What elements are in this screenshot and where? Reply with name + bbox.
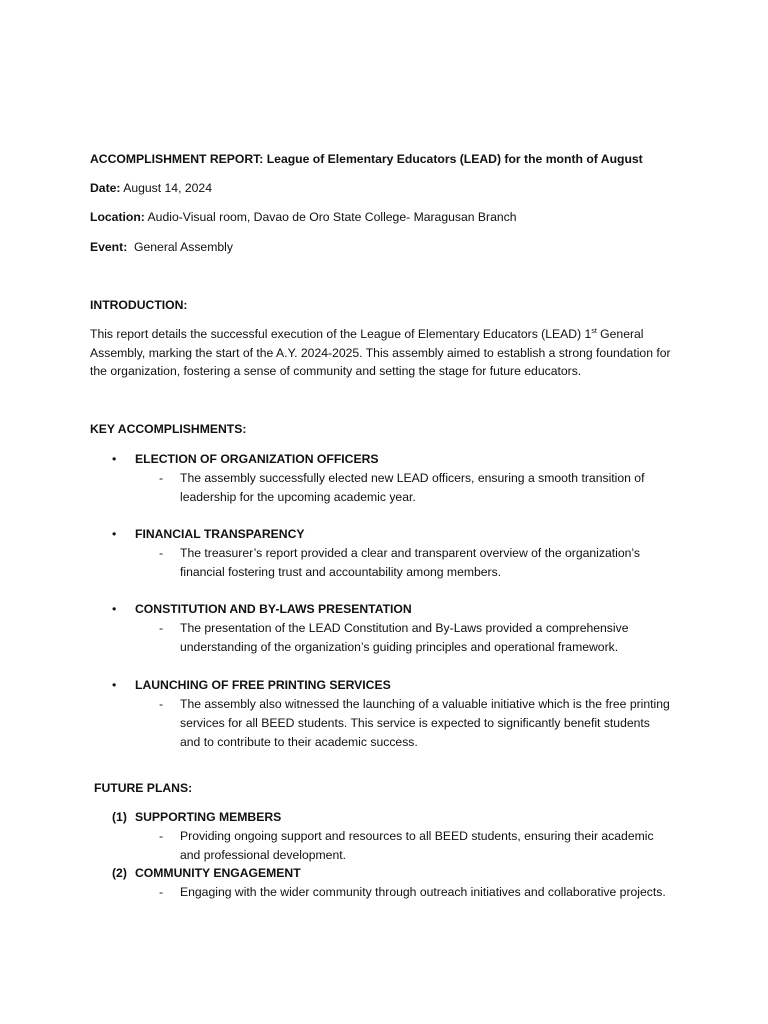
accomplishment-title-text: ELECTION OF ORGANIZATION OFFICERS xyxy=(135,452,379,466)
key-accomplishments-heading: KEY ACCOMPLISHMENTS: xyxy=(90,422,247,436)
accomplishment-title-text: FINANCIAL TRANSPARENCY xyxy=(135,527,305,541)
future-plan-item xyxy=(112,864,672,902)
bullet-icon: • xyxy=(112,602,117,616)
bullet-icon: • xyxy=(112,678,117,692)
accomplishment-detail xyxy=(157,469,672,507)
future-plan-title-text: COMMUNITY ENGAGEMENT xyxy=(135,866,301,880)
accomplishment-title xyxy=(112,600,672,619)
accomplishment-item xyxy=(112,525,672,582)
location-line xyxy=(90,208,517,227)
accomplishment-title xyxy=(112,676,672,695)
accomplishment-detail-text: The assembly successfully elected new LEAD officers, ensuring a smooth transition of leadership for the upcoming academic year. xyxy=(180,471,645,504)
event-label: Event: xyxy=(90,240,128,254)
accomplishment-detail-text: The presentation of the LEAD Constitution and By-Laws provided a comprehensive understanding of the organization’s guiding principles and operational framework. xyxy=(180,621,629,654)
location-value: Audio-Visual room, Davao de Oro State College- Maragusan Branch xyxy=(144,210,517,224)
dash-icon: - xyxy=(159,829,164,843)
future-plan-number: (1) xyxy=(112,810,127,824)
dash-icon: - xyxy=(159,471,164,485)
future-plan-detail xyxy=(157,827,672,865)
future-plan-title xyxy=(112,808,672,827)
introduction-text-end: General Assembly, marking the start of the A.Y. 2024-2025. This assembly aimed to establish a strong foundation for the organization, fostering a sense of community and setting the stage for future educators. xyxy=(90,327,671,379)
dash-icon: - xyxy=(159,885,164,899)
event-line xyxy=(90,238,233,257)
event-value: General Assembly xyxy=(127,240,233,254)
accomplishment-item xyxy=(112,676,672,752)
bullet-icon: • xyxy=(112,527,117,541)
date-value: August 14, 2024 xyxy=(120,181,212,195)
future-plan-title-text: SUPPORTING MEMBERS xyxy=(135,810,282,824)
dash-icon: - xyxy=(159,546,164,560)
future-plan-item xyxy=(112,808,672,865)
dash-icon: - xyxy=(159,697,164,711)
accomplishment-detail xyxy=(157,619,672,657)
accomplishment-item xyxy=(112,600,672,657)
accomplishment-title xyxy=(112,450,672,469)
introduction-heading: INTRODUCTION: xyxy=(90,298,188,312)
future-plan-detail xyxy=(157,883,672,902)
introduction-superscript: st xyxy=(591,327,597,335)
future-plan-detail-text: Providing ongoing support and resources to all BEED students, ensuring their academic and professional development. xyxy=(180,829,654,862)
accomplishment-detail xyxy=(157,695,672,752)
dash-icon: - xyxy=(159,621,164,635)
future-plan-detail-text: Engaging with the wider community through outreach initiatives and collaborative projects. xyxy=(180,885,666,899)
accomplishment-detail-text: The treasurer’s report provided a clear and transparent overview of the organization’s financial fostering trust and accountability among members. xyxy=(180,546,640,579)
date-label: Date: xyxy=(90,181,121,195)
accomplishment-title-text: CONSTITUTION AND BY-LAWS PRESENTATION xyxy=(135,602,412,616)
bullet-icon: • xyxy=(112,452,117,466)
date-line xyxy=(90,179,212,198)
future-plans-heading: FUTURE PLANS: xyxy=(94,781,193,795)
accomplishment-title-text: LAUNCHING OF FREE PRINTING SERVICES xyxy=(135,678,391,692)
accomplishment-detail-text: The assembly also witnessed the launching of a valuable initiative which is the free printing services for all BEED students. This service is expected to significantly benefit students and to contribute to their academic success. xyxy=(180,697,670,749)
accomplishment-detail xyxy=(157,544,672,582)
report-title: ACCOMPLISHMENT REPORT: League of Elementary Educators (LEAD) for the month of August xyxy=(90,152,643,166)
introduction-text-start: This report details the successful execution of the League of Elementary Educators (LEAD) 1 xyxy=(90,327,592,341)
accomplishment-title xyxy=(112,525,672,544)
future-plan-title xyxy=(112,864,672,883)
location-label: Location: xyxy=(90,210,145,224)
introduction-paragraph xyxy=(90,325,680,381)
accomplishment-item xyxy=(112,450,672,507)
future-plan-number: (2) xyxy=(112,866,127,880)
